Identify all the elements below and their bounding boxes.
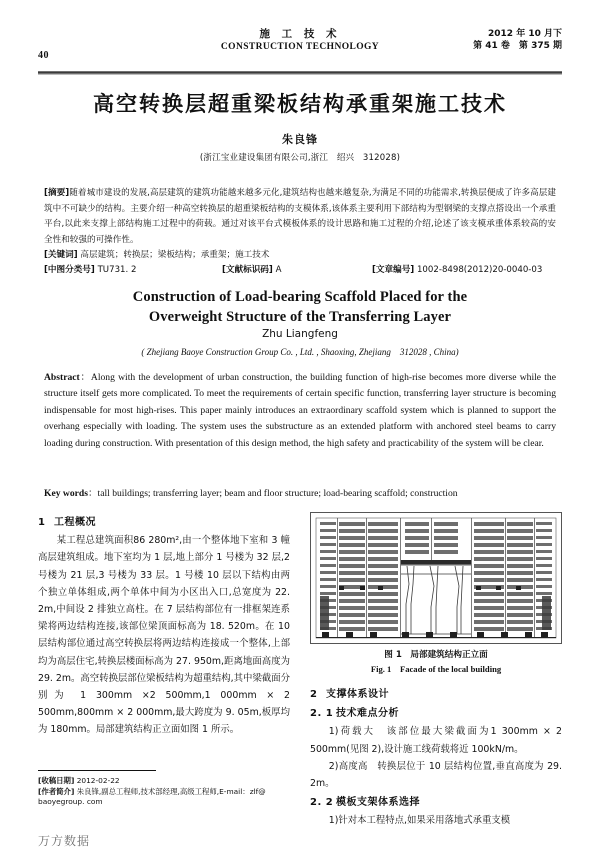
section-2-number: 2 bbox=[310, 689, 318, 700]
wanfang-watermark: 万方数据 bbox=[38, 834, 91, 848]
section-2-1-paragraph-2: 2)高度高 转换层位于 10 层结构位置,垂直高度为 29. 2m。 bbox=[310, 760, 562, 790]
issue-info bbox=[473, 28, 562, 52]
article-title-en-line1: Construction of Load-bearing Scaffold Placed for the bbox=[132, 289, 468, 305]
article-title-cn: 高空转换层超重梁板结构承重架施工技术 bbox=[93, 92, 507, 116]
article-id-value: 1002-8498(2012)20-0040-03 bbox=[416, 265, 543, 275]
article-meta-cn bbox=[44, 263, 556, 279]
article-title-en bbox=[72, 287, 528, 327]
journal-title-cn: 施 工 技 术 bbox=[259, 28, 341, 40]
body-column-left bbox=[38, 512, 290, 739]
affiliation-en: ( Zhejiang Baoye Construction Group Co. , Ltd. , Shaoxing, Zhejiang 312028 , China) bbox=[141, 347, 459, 357]
journal-masthead bbox=[221, 28, 379, 54]
received-date-line bbox=[38, 776, 292, 787]
article-id bbox=[372, 263, 556, 279]
abstract-en-label: Abstract bbox=[44, 372, 80, 383]
running-head bbox=[38, 28, 562, 70]
received-date-value: 2012-02-22 bbox=[76, 776, 120, 785]
body-column-right bbox=[310, 684, 562, 830]
page-number: 40 bbox=[38, 50, 49, 61]
footnote-rule bbox=[38, 770, 156, 771]
affiliation-cn: (浙江宝业建设集团有限公司,浙江 绍兴 312028) bbox=[199, 153, 401, 163]
section-2-1-number: 2. 1 bbox=[310, 708, 334, 720]
section-2-2-title: 模板支架体系选择 bbox=[336, 797, 420, 809]
author-name-cn: 朱良锋 bbox=[282, 133, 318, 146]
abstract-en-text: ：Along with the development of urban construction, the building function of high-rise becomes more diverse while the structure itself gets more complicated. To meet the requirements of certain specific function, transferring layer structure is becoming indispensable for most high-rises. This paper mainly introduces an extraordinary scaffold system which is planned to support the overhang especially with loading. The system uses the substructure as an extended platform with anchored steel beams to carry loading during construction. With presentation of this design method, the high safety and practicability of the system will be clear. bbox=[44, 372, 556, 449]
section-1-paragraph: 某工程总建筑面积86 280m²,由一个整体地下室和 3 幢高层建筑组成。地下室均为 1 层,地上部分 1 号楼为 32 层,2 号楼为 21 层,3 号楼为 33 层。1 号楼 10 层以下结构由两个独立单体组成,两个单体中间为小区出入口,总宽度为 22. 2m,中间设 2 排独立高柱。在 7 层结构部位有一排框架连系梁将两边结构连接,该部位梁顶面标高为 18. 520m。在 10 层结构部位通过高空转换层将两边结构连接成一个整体,上部均为高层住宅,转换层楼面标高为 27. 950m,距离地面高度为 29. 2m。高空转换层部位梁板结构为超重结构,其中梁截面分别为 1 300mm ×2 500mm,1 000mm × 2 500mm,800mm × 2 000mm,最大跨度为 9. 05m,板厚均为 180mm。局部建筑结构正立面如图 1 所示。 bbox=[38, 535, 290, 736]
abstract-en bbox=[44, 370, 556, 452]
author-bio-email: zlf@ baoyegroup. com bbox=[38, 786, 266, 807]
keywords-cn-label: [关键词] bbox=[44, 250, 78, 260]
building-elevation-drawing bbox=[310, 512, 562, 644]
received-date-label: [收稿日期] bbox=[38, 776, 75, 785]
clc-label: [中图分类号] bbox=[44, 265, 95, 275]
section-1-number: 1 bbox=[38, 517, 46, 528]
author-bio-value: 朱良锋,副总工程师,技术部经理,高级工程师,E-mail： bbox=[76, 786, 250, 796]
figure-1-building-elevation bbox=[310, 512, 562, 644]
section-heading-2-1 bbox=[310, 705, 562, 722]
section-heading-1 bbox=[38, 514, 290, 531]
journal-title-en: CONSTRUCTION TECHNOLOGY bbox=[220, 42, 380, 53]
author-bio-line bbox=[38, 787, 292, 808]
keywords-en bbox=[44, 486, 556, 502]
section-2-1-paragraph-1: 1)荷载大 该部位最大梁截面为1 300mm × 2 500mm(见图 2),设计施工线荷载将近 100kN/m。 bbox=[310, 726, 562, 755]
keywords-cn bbox=[44, 248, 556, 264]
volume-issue: 第 41 卷 第 375 期 bbox=[473, 41, 562, 52]
clc-value: TU731. 2 bbox=[97, 265, 137, 275]
keywords-en-text: ：tall buildings; transferring layer; beam and floor structure; load-bearing scaffold; construction bbox=[87, 488, 458, 499]
clc-number bbox=[44, 263, 222, 279]
keywords-cn-text: 高层建筑；转换层；梁板结构；承重架；施工技术 bbox=[80, 250, 270, 260]
figure-1-caption bbox=[310, 648, 562, 676]
figure-1-caption-cn: 图 1 局部建筑结构正立面 bbox=[384, 650, 488, 660]
footnote-block bbox=[38, 776, 292, 808]
article-title-en-line2: Overweight Structure of the Transferring Layer bbox=[148, 309, 452, 325]
section-2-2-number: 2. 2 bbox=[310, 797, 334, 809]
section-heading-2-2 bbox=[310, 794, 562, 811]
section-2-title: 支撑体系设计 bbox=[326, 689, 389, 700]
author-bio-label: [作者简介] bbox=[38, 786, 75, 796]
author-name-en: Zhu Liangfeng bbox=[262, 328, 338, 340]
section-heading-2 bbox=[310, 686, 562, 703]
abstract-cn bbox=[44, 186, 556, 248]
document-code bbox=[222, 263, 372, 279]
document-code-value: A bbox=[275, 265, 282, 275]
section-2-1-title: 技术难点分析 bbox=[336, 708, 399, 720]
abstract-cn-text: 随着城市建设的发展,高层建筑的建筑功能越来越多元化,建筑结构也越来越复杂,为满足不同的功能需求,转换层便成了许多高层建筑中不可缺少的结构。主要介绍一种高空转换层的超重梁板结构的支模体系,该体系主要利用下部结构为型钢梁的支撑点搭设出一个承重平台,以此来支撑上部结构施工过程中的荷载。通过对该平台式模板体系的设计思路和施工过程的介绍,论述了该支模承重体系较高的安全性和较强的可操作性。 bbox=[44, 188, 557, 245]
section-1-title: 工程概况 bbox=[54, 517, 96, 528]
header-rule-thin bbox=[38, 74, 562, 75]
issue-date: 2012 年 10 月下 bbox=[488, 29, 562, 39]
keywords-en-label: Key words bbox=[44, 488, 88, 499]
figure-1-caption-en: Fig. 1 Facade of the local building bbox=[370, 664, 502, 674]
article-id-label: [文章编号] bbox=[372, 265, 415, 275]
document-code-label: [文献标识码] bbox=[222, 265, 273, 275]
abstract-cn-label: [摘要] bbox=[44, 188, 70, 198]
section-2-2-paragraph-1: 1)针对本工程特点,如果采用落地式承重支模 bbox=[328, 815, 511, 827]
